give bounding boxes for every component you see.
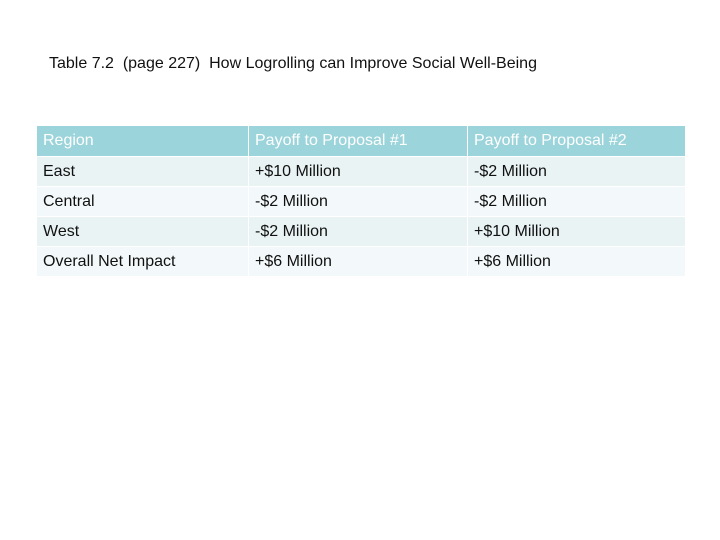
- cell-payoff-1: -$2 Million: [249, 217, 468, 247]
- cell-payoff-1: +$6 Million: [249, 247, 468, 277]
- cell-region: Central: [37, 187, 249, 217]
- cell-region: Overall Net Impact: [37, 247, 249, 277]
- cell-payoff-2: +$6 Million: [468, 247, 685, 277]
- cell-payoff-2: -$2 Million: [468, 157, 685, 187]
- table-header-row: [37, 126, 685, 157]
- cell-payoff-2: +$10 Million: [468, 217, 685, 247]
- table-caption: Table 7.2 (page 227) How Logrolling can Improve Social Well-Being: [49, 55, 537, 72]
- header-payoff-proposal-2: Payoff to Proposal #2: [468, 126, 685, 157]
- cell-region: West: [37, 217, 249, 247]
- cell-payoff-1: -$2 Million: [249, 187, 468, 217]
- payoff-table: [37, 126, 685, 277]
- cell-payoff-2: -$2 Million: [468, 187, 685, 217]
- table-row: [37, 217, 685, 247]
- table-row: [37, 157, 685, 187]
- header-region: Region: [37, 126, 249, 157]
- table-row: [37, 187, 685, 217]
- cell-region: East: [37, 157, 249, 187]
- header-payoff-proposal-1: Payoff to Proposal #1: [249, 126, 468, 157]
- cell-payoff-1: +$10 Million: [249, 157, 468, 187]
- table-row-total: [37, 247, 685, 277]
